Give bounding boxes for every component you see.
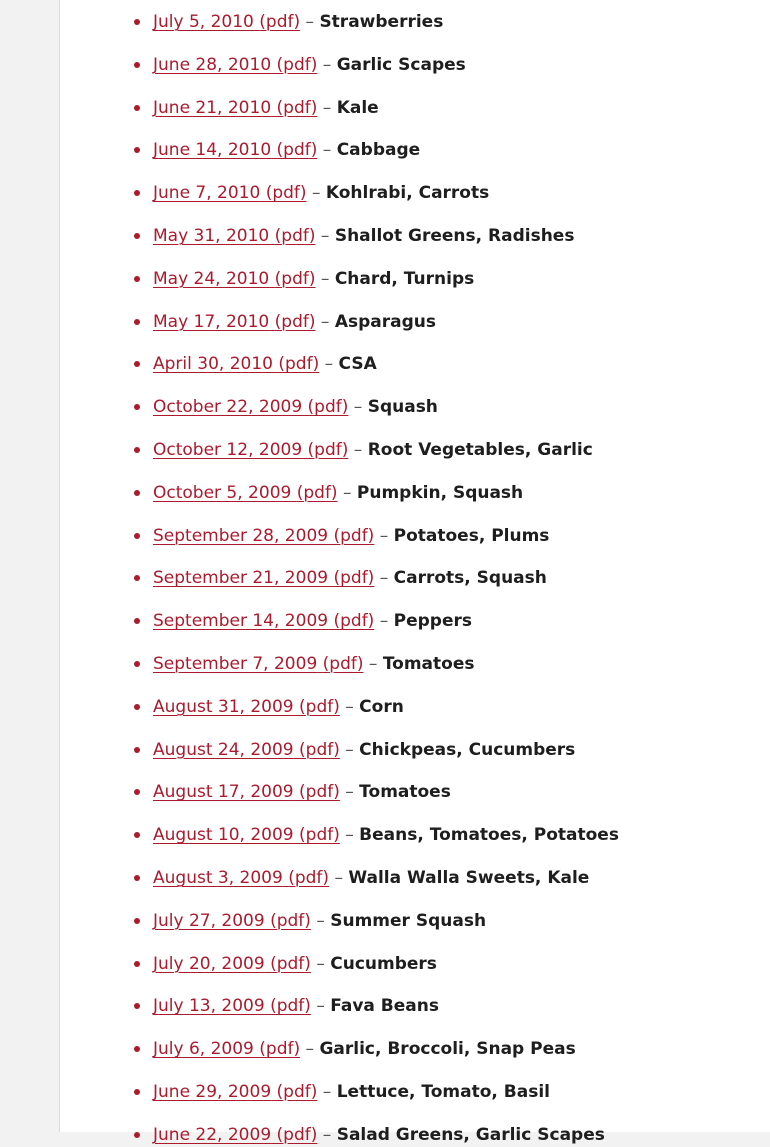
- newsletter-date: October 12, 2009: [153, 440, 303, 460]
- newsletter-date: June 29, 2009: [153, 1082, 272, 1102]
- pdf-label: (pdf): [276, 54, 318, 75]
- pdf-label: (pdf): [276, 97, 318, 118]
- separator-dash: –: [345, 696, 354, 717]
- newsletter-list-item: [153, 909, 486, 933]
- newsletter-pdf-link[interactable]: [153, 825, 340, 845]
- featured-crops: Salad Greens, Garlic Scapes: [336, 1124, 605, 1145]
- bullet-icon: [134, 62, 140, 68]
- separator-dash: –: [379, 525, 389, 546]
- newsletter-pdf-link[interactable]: [153, 868, 329, 888]
- newsletter-pdf-link[interactable]: [153, 269, 316, 289]
- bullet-icon: [134, 789, 140, 795]
- featured-crops: Peppers: [393, 611, 472, 632]
- bullet-icon: [134, 961, 140, 967]
- newsletter-pdf-link[interactable]: [153, 354, 319, 374]
- bullet-icon: [134, 1046, 140, 1052]
- separator-dash: –: [322, 140, 332, 161]
- separator-dash: –: [320, 311, 330, 332]
- newsletter-list-item: [153, 652, 475, 676]
- newsletter-date: July 13, 2009: [153, 996, 265, 1017]
- separator-dash: –: [305, 12, 315, 32]
- pdf-label: (pdf): [333, 568, 375, 589]
- separator-dash: –: [322, 54, 332, 75]
- newsletter-date: October 5, 2009: [153, 482, 292, 503]
- newsletter-date: August 24, 2009: [153, 739, 294, 760]
- newsletter-date: April 30, 2010: [153, 354, 273, 375]
- newsletter-pdf-link[interactable]: [153, 55, 317, 75]
- featured-crops: Kale: [336, 97, 379, 118]
- content-area: [59, 0, 770, 1145]
- newsletter-pdf-link[interactable]: [153, 568, 374, 588]
- newsletter-list-item: [153, 738, 575, 762]
- newsletter-list-item: [153, 695, 404, 719]
- bullet-icon: [134, 447, 140, 453]
- featured-crops: Carrots, Squash: [393, 568, 547, 589]
- bullet-icon: [134, 319, 140, 325]
- bullet-icon: [134, 704, 140, 710]
- newsletter-pdf-link[interactable]: [153, 312, 316, 332]
- featured-crops: Root Vegetables, Garlic: [367, 440, 593, 460]
- newsletter-pdf-link[interactable]: [153, 782, 340, 802]
- pdf-label: (pdf): [299, 739, 340, 760]
- featured-crops: Chard, Turnips: [334, 268, 475, 289]
- newsletter-list-item: [153, 866, 589, 890]
- pdf-label: (pdf): [259, 12, 301, 32]
- newsletter-date: June 7, 2010: [153, 183, 261, 204]
- newsletter-date: June 28, 2010: [153, 54, 272, 75]
- bullet-icon: [134, 276, 140, 282]
- separator-dash: –: [334, 868, 343, 888]
- featured-crops: Tomatoes: [359, 782, 451, 803]
- pdf-label: (pdf): [276, 1124, 318, 1145]
- featured-crops: Potatoes, Plums: [393, 525, 550, 546]
- separator-dash: –: [379, 611, 389, 632]
- featured-crops: Cucumbers: [330, 953, 437, 974]
- separator-dash: –: [368, 654, 378, 674]
- pdf-label: (pdf): [307, 397, 349, 418]
- newsletter-list-item: [153, 609, 472, 633]
- newsletter-pdf-link[interactable]: [153, 740, 340, 760]
- pdf-label: (pdf): [322, 654, 364, 674]
- newsletter-pdf-link[interactable]: [153, 1039, 300, 1059]
- newsletter-pdf-link[interactable]: [153, 1082, 317, 1102]
- bullet-icon: [134, 661, 140, 667]
- separator-dash: –: [353, 440, 363, 460]
- separator-dash: –: [316, 996, 325, 1017]
- pdf-label: (pdf): [333, 525, 375, 546]
- newsletter-date: June 21, 2010: [153, 97, 272, 118]
- newsletter-list-item: [153, 994, 439, 1018]
- pdf-label: (pdf): [265, 183, 307, 204]
- featured-crops: Cabbage: [336, 140, 421, 161]
- featured-crops: Summer Squash: [330, 910, 487, 931]
- newsletter-pdf-link[interactable]: [153, 954, 311, 974]
- newsletter-date: May 31, 2010: [153, 226, 270, 246]
- newsletter-pdf-link[interactable]: [153, 654, 364, 674]
- separator-dash: –: [353, 397, 363, 418]
- newsletter-pdf-link[interactable]: [153, 226, 316, 246]
- newsletter-list-item: [153, 395, 438, 419]
- bullet-icon: [134, 233, 140, 239]
- newsletter-list-item: [153, 524, 549, 548]
- separator-dash: –: [320, 268, 330, 289]
- separator-dash: –: [311, 183, 321, 204]
- featured-crops: Beans, Tomatoes, Potatoes: [359, 825, 619, 846]
- newsletter-date: September 28, 2009: [153, 525, 329, 546]
- newsletter-pdf-link[interactable]: [153, 140, 317, 160]
- newsletter-pdf-link[interactable]: [153, 996, 311, 1016]
- separator-dash: –: [345, 825, 354, 846]
- featured-crops: Fava Beans: [330, 996, 439, 1017]
- featured-crops: Kohlrabi, Carrots: [325, 183, 490, 204]
- separator-dash: –: [305, 1039, 315, 1060]
- newsletter-date: July 27, 2009: [153, 910, 265, 931]
- pdf-label: (pdf): [270, 953, 311, 974]
- pdf-label: (pdf): [274, 226, 316, 246]
- newsletter-list-item: [153, 310, 436, 334]
- newsletter-date: October 22, 2009: [153, 397, 303, 418]
- pdf-label: (pdf): [299, 782, 340, 803]
- newsletter-pdf-link[interactable]: [153, 12, 300, 32]
- pdf-label: (pdf): [278, 354, 320, 375]
- newsletter-date: May 24, 2010: [153, 268, 270, 289]
- bullet-icon: [134, 1003, 140, 1009]
- newsletter-list-item: [153, 481, 523, 505]
- bullet-icon: [134, 832, 140, 838]
- newsletter-pdf-link[interactable]: [153, 440, 348, 460]
- newsletter-list-item: [153, 53, 466, 77]
- newsletter-list-item: [153, 224, 574, 248]
- newsletter-date: June 14, 2010: [153, 140, 272, 161]
- newsletter-date: August 31, 2009: [153, 696, 294, 717]
- featured-crops: Garlic, Broccoli, Snap Peas: [319, 1039, 576, 1060]
- newsletter-list-item: [153, 1037, 576, 1061]
- pdf-label: (pdf): [307, 440, 349, 460]
- bullet-icon: [134, 190, 140, 196]
- newsletter-list-item: [153, 181, 489, 205]
- pdf-label: (pdf): [288, 868, 330, 888]
- featured-crops: Shallot Greens, Radishes: [334, 226, 575, 246]
- bullet-icon: [134, 147, 140, 153]
- separator-dash: –: [379, 568, 389, 589]
- featured-crops: Chickpeas, Cucumbers: [359, 739, 576, 760]
- separator-dash: –: [322, 97, 332, 118]
- newsletter-pdf-link[interactable]: [153, 697, 340, 717]
- separator-dash: –: [320, 226, 330, 246]
- pdf-label: (pdf): [274, 311, 316, 332]
- featured-crops: Tomatoes: [382, 654, 475, 674]
- pdf-label: (pdf): [259, 1039, 301, 1060]
- separator-dash: –: [345, 739, 354, 760]
- featured-crops: Strawberries: [319, 12, 444, 32]
- separator-dash: –: [322, 1124, 332, 1145]
- newsletter-pdf-link[interactable]: [153, 911, 311, 931]
- newsletter-list-item: [153, 1080, 550, 1104]
- featured-crops: Squash: [367, 397, 438, 418]
- bullet-icon: [134, 1132, 140, 1138]
- separator-dash: –: [322, 1082, 332, 1102]
- bullet-icon: [134, 618, 140, 624]
- newsletter-date: May 17, 2010: [153, 311, 270, 332]
- newsletter-date: August 10, 2009: [153, 825, 294, 846]
- pdf-label: (pdf): [276, 1082, 318, 1102]
- newsletter-list-item: [153, 138, 420, 162]
- separator-dash: –: [316, 953, 325, 974]
- pdf-label: (pdf): [270, 996, 311, 1017]
- newsletter-date: July 5, 2010: [153, 12, 254, 32]
- bullet-icon: [134, 1089, 140, 1095]
- newsletter-pdf-link[interactable]: [153, 397, 348, 417]
- newsletter-list-item: [153, 96, 379, 120]
- featured-crops: Walla Walla Sweets, Kale: [348, 868, 590, 888]
- bullet-icon: [134, 875, 140, 881]
- featured-crops: Garlic Scapes: [336, 54, 466, 75]
- pdf-label: (pdf): [276, 140, 318, 161]
- newsletter-list-item: [153, 823, 619, 847]
- newsletter-pdf-link[interactable]: [153, 611, 374, 631]
- bullet-icon: [134, 575, 140, 581]
- newsletter-pdf-link[interactable]: [153, 98, 317, 118]
- featured-crops: Pumpkin, Squash: [356, 482, 524, 503]
- newsletter-date: June 22, 2009: [153, 1124, 272, 1145]
- newsletter-list-item: [153, 10, 443, 34]
- pdf-label: (pdf): [299, 825, 340, 846]
- featured-crops: CSA: [338, 354, 377, 375]
- separator-dash: –: [345, 782, 354, 803]
- bullet-icon: [134, 533, 140, 539]
- bullet-icon: [134, 490, 140, 496]
- newsletter-date: September 7, 2009: [153, 654, 318, 674]
- newsletter-pdf-link[interactable]: [153, 183, 307, 203]
- newsletter-pdf-link[interactable]: [153, 483, 338, 503]
- newsletter-list-item: [153, 352, 377, 376]
- pdf-label: (pdf): [270, 910, 311, 931]
- bullet-icon: [134, 918, 140, 924]
- featured-crops: Corn: [359, 696, 404, 717]
- newsletter-list-item: [153, 780, 451, 804]
- newsletter-date: August 3, 2009: [153, 868, 283, 888]
- bullet-icon: [134, 19, 140, 25]
- bullet-icon: [134, 747, 140, 753]
- featured-crops: Lettuce, Tomato, Basil: [336, 1082, 550, 1102]
- bullet-icon: [134, 404, 140, 410]
- newsletter-pdf-link[interactable]: [153, 526, 374, 546]
- pdf-label: (pdf): [296, 482, 338, 503]
- newsletter-list-item: [153, 566, 547, 590]
- separator-dash: –: [324, 354, 334, 375]
- pdf-label: (pdf): [333, 611, 375, 632]
- featured-crops: Asparagus: [334, 311, 436, 332]
- separator-dash: –: [342, 482, 352, 503]
- bullet-icon: [134, 361, 140, 367]
- separator-dash: –: [316, 910, 325, 931]
- newsletter-list-item: [153, 952, 437, 976]
- newsletter-list-item: [153, 1123, 605, 1147]
- pdf-label: (pdf): [299, 696, 340, 717]
- newsletter-list-item: [153, 267, 474, 291]
- newsletter-date: September 14, 2009: [153, 611, 329, 632]
- newsletter-date: August 17, 2009: [153, 782, 294, 803]
- newsletter-date: July 6, 2009: [153, 1039, 254, 1060]
- newsletter-pdf-link[interactable]: [153, 1125, 317, 1145]
- pdf-label: (pdf): [274, 268, 316, 289]
- bullet-icon: [134, 105, 140, 111]
- newsletter-list-item: [153, 438, 593, 462]
- newsletter-date: September 21, 2009: [153, 568, 329, 589]
- newsletter-date: July 20, 2009: [153, 953, 265, 974]
